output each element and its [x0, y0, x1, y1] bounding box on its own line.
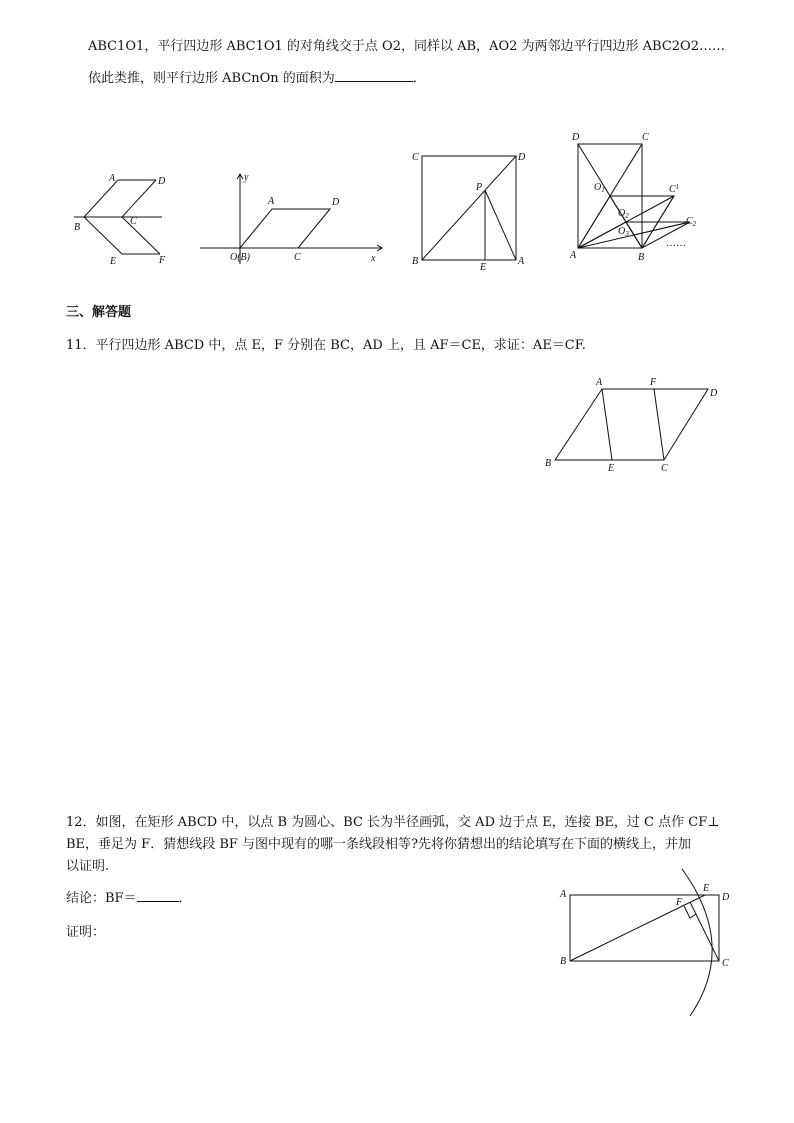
fig1-label-e: E: [110, 256, 117, 267]
fig11-label-f: F: [650, 377, 657, 388]
figure-3-square: [408, 146, 536, 276]
fig1-label-a: A: [109, 173, 116, 184]
fig4-label-o2: $O_2$: [618, 208, 629, 220]
fig2-label-y: y: [244, 172, 249, 183]
fig3-label-a: A: [518, 256, 525, 267]
figure-12-rectangle: [556, 866, 746, 1022]
fig12-label-c: C: [722, 958, 729, 969]
q11-text: 11．平行四边形 ABCD 中，点 E，F 分别在 BC，AD 上，且 AF＝CE，求证：AE＝CF.: [66, 338, 586, 353]
fig4-label-o1: $O_1$: [594, 182, 605, 194]
fig3-label-b: B: [412, 256, 419, 267]
q12-answer-blank[interactable]: [137, 901, 179, 902]
fig11-label-c: C: [661, 463, 668, 474]
q10-answer-blank[interactable]: [335, 81, 413, 82]
fig4-label-b: B: [638, 252, 645, 263]
figure-4-nested: [566, 128, 706, 268]
fig3-label-p: P: [476, 182, 483, 193]
fig1-label-c: C: [130, 216, 137, 227]
q10-line2-text: 依此类推，则平行边形 ABCnOn 的面积为: [88, 71, 335, 86]
fig11-label-b: B: [545, 458, 552, 469]
fig12-label-e: E: [703, 883, 710, 894]
fig11-label-d: D: [710, 388, 718, 399]
fig3-diagonal-bd: [422, 156, 516, 260]
fig1-label-b: B: [74, 222, 81, 233]
section-title: 三、解答题: [66, 305, 132, 320]
fig4-label-a: A: [570, 250, 577, 261]
fig4-label-c1: $C^1$: [669, 183, 680, 195]
fig2-parallelogram: [240, 209, 330, 248]
fig3-label-d: D: [518, 152, 526, 163]
q12-line1: 12．如图，在矩形 ABCD 中，以点 B 为圆心、BC 长为半径画弧，交 AD 边于点 E，连接 BE，过 C 点作 CF⊥: [66, 815, 720, 830]
q10-line1: ABC1O1，平行四边形 ABC1O1 的对角线交于点 O2，同样以 AB，AO2 为两邻边平行四边形 ABC2O2……: [88, 39, 725, 54]
figure-1-chevrons: [68, 170, 178, 270]
fig2-label-d: D: [332, 197, 340, 208]
fig2-label-c: C: [294, 252, 301, 263]
q12-proof-label: 证明：: [66, 925, 106, 940]
fig11-parallelogram: [555, 389, 708, 460]
fig2-label-ob: O(B): [230, 252, 250, 263]
figure-2-coordinate: [196, 168, 390, 268]
q12-conclusion-end: ．: [178, 891, 192, 906]
q12-conclusion: [66, 890, 192, 908]
fig4-label-o3: $O_3$: [618, 226, 629, 238]
fig3-label-e: E: [480, 262, 487, 273]
fig1-label-f: F: [159, 255, 166, 266]
q10-line2: [88, 70, 426, 88]
fig3-label-c: C: [412, 152, 419, 163]
fig12-label-f: F: [676, 897, 683, 908]
fig12-label-d: D: [722, 892, 730, 903]
fig2-label-x: x: [371, 253, 376, 264]
fig12-label-b: B: [560, 956, 567, 967]
fig11-segment-fc: [654, 389, 664, 460]
fig11-segment-ae: [602, 389, 612, 460]
q12-conclusion-label: 结论：BF＝: [66, 891, 137, 906]
fig12-rectangle: [570, 895, 719, 961]
fig1-label-d: D: [158, 176, 166, 187]
q10-line2-end: ．: [412, 71, 426, 86]
fig11-label-a: A: [596, 377, 603, 388]
fig3-segment-pa: [485, 190, 516, 260]
fig11-label-e: E: [608, 463, 615, 474]
fig12-right-angle: [684, 906, 696, 918]
fig4-dots: ……: [666, 238, 686, 249]
q12-line3: 以证明.: [66, 859, 110, 874]
fig4-label-c2: $C_2$: [686, 216, 697, 228]
fig4-label-d: D: [572, 132, 580, 143]
fig2-label-a: A: [268, 196, 275, 207]
q12-line2: BE，垂足为 F．猜想线段 BF 与图中现有的哪一条线段相等?先将你猜想出的结论填写在下面的横线上，并加: [66, 837, 692, 852]
fig12-segment-be: [570, 895, 705, 961]
fig4-label-c: C: [642, 132, 649, 143]
fig12-label-a: A: [560, 889, 567, 900]
figure-11-parallelogram: [540, 372, 725, 476]
